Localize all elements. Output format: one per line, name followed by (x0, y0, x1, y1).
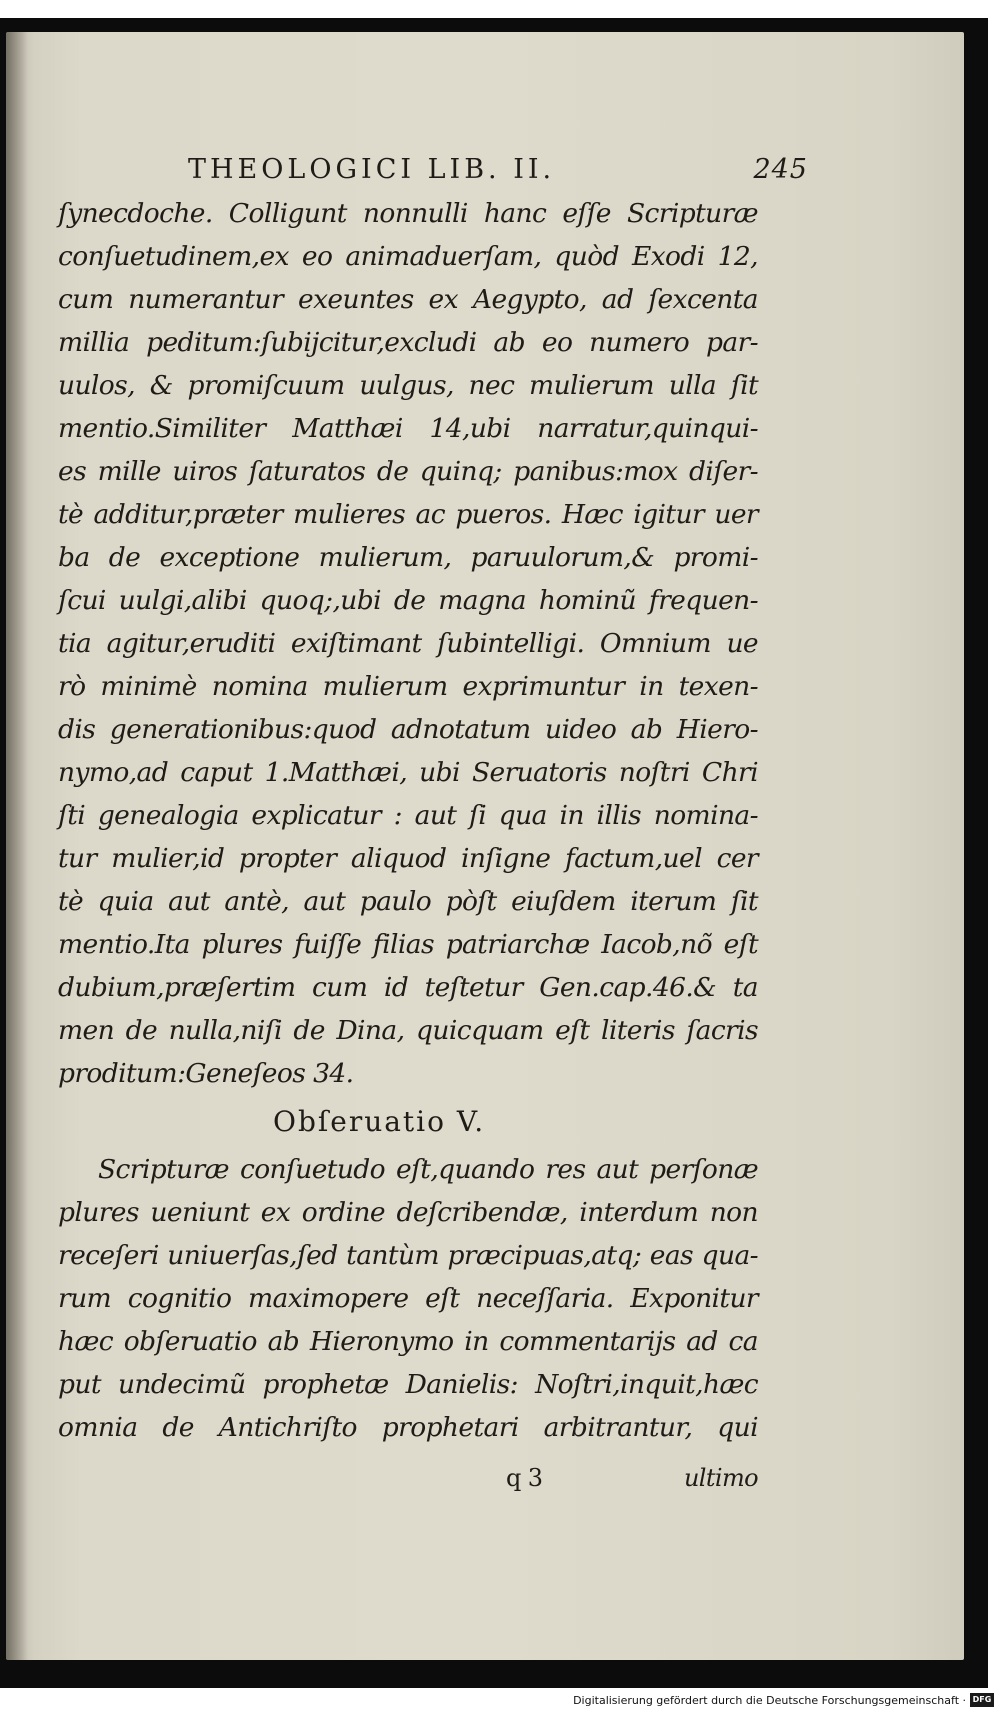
body-line: uulos, & promiſcuum uulgus, nec mulierum ulla ſit (58, 370, 758, 401)
signature-mark: q 3 (506, 1464, 543, 1492)
body-line: tè quia aut antè, aut paulo pòſt eiuſdem iterum ſit (58, 886, 758, 917)
body-line: ba de exceptione mulierum, paruulorum,& promi- (58, 542, 758, 573)
body-line: proditum:Geneſeos 34. (58, 1058, 354, 1089)
running-head-title: THEOLOGICI LIB. II. (188, 154, 556, 185)
section-line: Scripturæ conſuetudo eſt,quando res aut perſonæ (98, 1154, 758, 1185)
digitization-credit: Digitalisierung gefördert durch die Deutsche Forschungsgemeinschaft · (573, 1694, 966, 1707)
page-number: 245 (753, 154, 808, 185)
section-line: receſeri uniuerſas,ſed tantùm præcipuas,atq; eas qua- (58, 1240, 758, 1271)
body-line: tè additur,præter mulieres ac pueros. Hæc igitur uer (58, 499, 758, 530)
body-line: men de nulla,niſi de Dina, quicquam eſt literis ſacris (58, 1015, 758, 1046)
section-line: put undecimũ prophetæ Danielis: Noſtri,inquit,hæc (58, 1369, 758, 1400)
section-line: rum cognitio maximopere eſt neceſſaria. Exponitur (58, 1283, 758, 1314)
body-line: dis generationibus:quod adnotatum uideo ab Hiero- (58, 714, 758, 745)
body-line: cum numerantur exeuntes ex Aegypto, ad ſexcenta (58, 284, 758, 315)
body-line: conſuetudinem,ex eo animaduerſam, quòd Exodi 12, (58, 241, 758, 272)
book-page (6, 32, 964, 1660)
section-line: plures ueniunt ex ordine deſcribendæ, interdum non (58, 1197, 758, 1228)
body-line: ſti genealogia explicatur : aut ſi qua in illis nomina- (58, 800, 758, 831)
body-line: ſcui uulgi,alibi quoq;,ubi de magna hominũ frequen- (58, 585, 758, 616)
body-line: tur mulier,id propter aliquod inſigne factum,uel cer (58, 843, 758, 874)
catchword: ultimo (683, 1464, 758, 1492)
section-line: omnia de Antichriſto prophetari arbitrantur, qui (58, 1412, 758, 1443)
body-line: mentio.Ita plures fuiſſe filias patriarchæ Iacob,nõ eſt (58, 929, 758, 960)
scan-background (0, 18, 988, 1688)
dfg-logo: DFG (970, 1693, 994, 1707)
body-line: millia peditum:ſubijcitur,excludi ab eo numero par- (58, 327, 758, 358)
body-line: tia agitur,eruditi exiſtimant ſubintelligi. Omnium ue (58, 628, 758, 659)
body-line: mentio.Similiter Matthæi 14,ubi narratur,quinqui- (58, 413, 758, 444)
body-line: es mille uiros ſaturatos de quinq; panibus:mox diſer- (58, 456, 758, 487)
body-line: nymo,ad caput 1.Matthæi, ubi Seruatoris noſtri Chri (58, 757, 758, 788)
section-line: hæc obſeruatio ab Hieronymo in commentarijs ad ca (58, 1326, 758, 1357)
running-head (188, 150, 808, 190)
body-line: ſynecdoche. Colligunt nonnulli hanc eſſe Scripturæ (58, 198, 758, 229)
body-line: rò minimè nomina mulierum exprimuntur in texen- (58, 671, 758, 702)
section-heading: Obſeruatio V. (273, 1105, 486, 1138)
body-line: dubium,præſertim cum id teſtetur Gen.cap.46.& ta (58, 972, 758, 1003)
